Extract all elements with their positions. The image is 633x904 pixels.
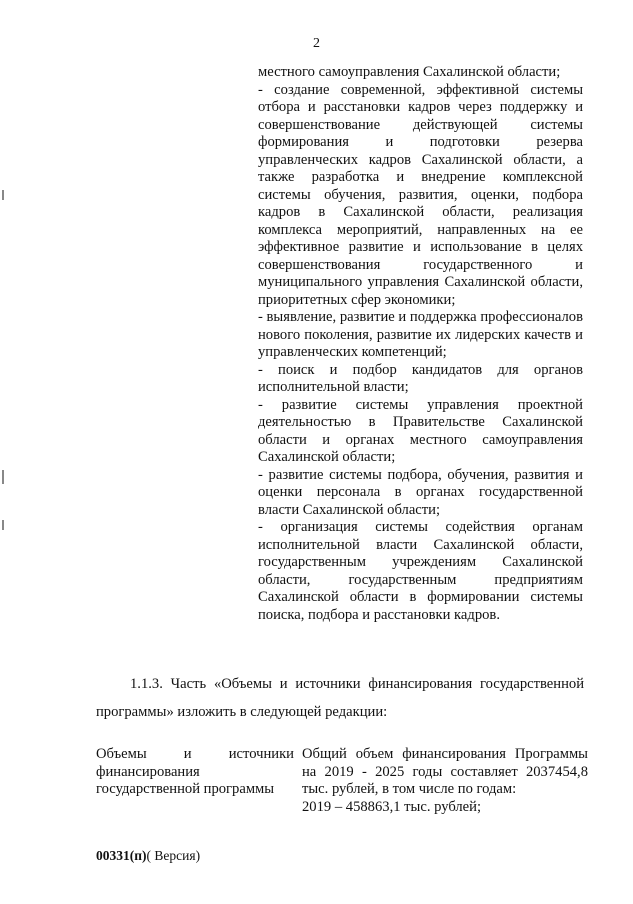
label-line [96,746,294,764]
label-word: источники [228,746,294,762]
label-line: финансирования [96,763,200,780]
goals-column [258,64,583,624]
label-word: и [183,746,192,762]
goal-paragraph: - развитие системы управления проектной деятельностью в Правительстве Сахалинской области и органах местного самоуправления Сахалинской области; [258,396,583,465]
financing-year-line: 2019 – 458863,1 тыс. рублей; [302,798,482,815]
scan-artifact [2,520,4,530]
table-label-cell [96,746,294,816]
goal-paragraph: - создание современной, эффективной системы отбора и расстановки кадров через поддержку и совершенствование действующей системы формирования и подготовки резерва управленческих кадров Сахалинской области, а также разработка и внедрение комплексной системы обучения, развития, оценки, подбора кадров в Сахалинской области, реализация комплекса мероприятий, направленных на ее эффективное развитие и использование в целях совершенствования государственного и муниципального управления Сахалинской области, приоритетных сфер экономики; [258,81,583,308]
goal-paragraph: местного самоуправления Сахалинской области; [258,64,561,80]
document-footer [96,848,200,864]
financing-table [96,746,588,816]
goal-paragraph: - выявление, развитие и поддержка профессионалов нового поколения, развитие их лидерских качеств и управленческих компетенций; [258,309,583,360]
page-number: 2 [313,36,320,51]
label-line: государственной программы [96,781,275,797]
scan-artifact [2,190,4,200]
goal-paragraph: - организация системы содействия органам исполнительной власти Сахалинской области, государственным учреждениям Сахалинской области, государственным предприятиям Сахалинской области в формировании системы поиска, подбора и расстановки кадров. [258,519,583,623]
goal-paragraph: - развитие системы подбора, обучения, развития и оценки персонала в органах государственной власти Сахалинской области; [258,466,583,518]
scan-artifact [2,470,4,484]
table-value-cell [302,746,588,816]
goal-paragraph: - поиск и подбор кандидатов для органов исполнительной власти; [258,361,583,395]
document-version: ( Версия) [146,848,201,863]
section-paragraph: 1.1.3. Часть «Объемы и источники финансирования государственной программы» изложить в следующей редакции: [96,676,584,720]
label-word: Объемы [96,746,147,762]
financing-text: Общий объем финансирования Программы на 2019 - 2025 годы составляет 2037454,8 тыс. рублей, в том числе по годам: [302,746,588,797]
document-code: 00331(п) [96,848,147,863]
